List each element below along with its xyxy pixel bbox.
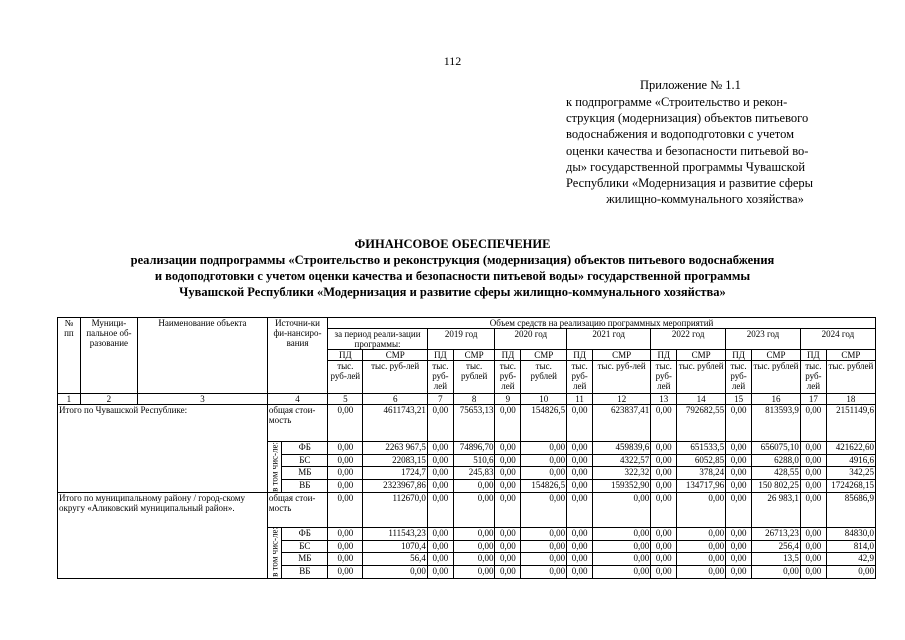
value-cell: 0,00 [726, 467, 752, 480]
source-code: ФБ [282, 527, 328, 540]
value-cell: 0,00 [328, 540, 363, 553]
header-year: 2019 год [427, 329, 495, 350]
value-cell: 0,00 [328, 454, 363, 467]
value-cell: 0,00 [800, 540, 826, 553]
col-number: 11 [567, 394, 593, 405]
source-code: ВБ [282, 480, 328, 493]
value-cell: 85686,9 [826, 492, 875, 527]
value-cell: 0,00 [651, 405, 677, 442]
source-total-label: общая стои-мость [267, 492, 327, 527]
header-pd: ПД [567, 350, 593, 361]
value-cell: 428,55 [752, 467, 801, 480]
appendix-line: к подпрограмме «Строительство и рекон- [566, 95, 788, 109]
value-cell: 154826,5 [521, 405, 567, 442]
header-smr: СМР [826, 350, 875, 361]
col-number: 3 [138, 394, 268, 405]
value-cell: 22083,15 [363, 454, 427, 467]
document-title: ФИНАНСОВОЕ ОБЕСПЕЧЕНИЕ [354, 237, 551, 251]
value-cell: 0,00 [521, 566, 567, 579]
value-cell: 510,6 [453, 454, 495, 467]
value-cell: 0,00 [427, 553, 453, 566]
value-cell: 651533,5 [677, 442, 726, 455]
header-year: 2023 год [726, 329, 801, 350]
value-cell: 0,00 [453, 566, 495, 579]
value-cell: 0,00 [651, 553, 677, 566]
value-cell: 0,00 [567, 405, 593, 442]
header-pd: ПД [328, 350, 363, 361]
group-label: Итого по муниципальному району / город-скому округу «Аликовский муниципальный район». [58, 492, 268, 578]
value-cell: 0,00 [593, 492, 651, 527]
value-cell: 0,00 [521, 527, 567, 540]
value-cell: 0,00 [651, 540, 677, 553]
value-cell: 0,00 [677, 527, 726, 540]
value-cell: 56,4 [363, 553, 427, 566]
value-cell: 0,00 [495, 442, 521, 455]
value-cell: 111543,23 [363, 527, 427, 540]
header-source: Источни-ки фи-нансиро-вания [267, 318, 327, 394]
value-cell: 0,00 [453, 480, 495, 493]
col-number: 10 [521, 394, 567, 405]
col-number: 14 [677, 394, 726, 405]
value-cell: 6288,0 [752, 454, 801, 467]
value-cell: 0,00 [800, 442, 826, 455]
header-pd: ПД [495, 350, 521, 361]
value-cell: 0,00 [453, 540, 495, 553]
value-cell: 0,00 [800, 480, 826, 493]
appendix-line: Республики «Модернизация и развитие сферы [566, 176, 814, 191]
value-cell: 0,00 [677, 540, 726, 553]
col-number: 8 [453, 394, 495, 405]
value-cell: 0,00 [567, 527, 593, 540]
value-cell: 0,00 [726, 405, 752, 442]
value-cell: 0,00 [495, 527, 521, 540]
col-number: 13 [651, 394, 677, 405]
value-cell: 2263 967,5 [363, 442, 427, 455]
unit-pd: тыс. руб-лей [726, 361, 752, 394]
unit-smr: тыс. руб-лей [593, 361, 651, 394]
header-year: 2022 год [651, 329, 726, 350]
unit-pd: тыс. руб-лей [651, 361, 677, 394]
appendix-text [566, 94, 844, 207]
value-cell: 245,83 [453, 467, 495, 480]
value-cell: 0,00 [427, 540, 453, 553]
value-cell: 0,00 [677, 566, 726, 579]
value-cell: 0,00 [800, 467, 826, 480]
value-cell: 4611743,21 [363, 405, 427, 442]
value-cell: 0,00 [800, 405, 826, 442]
value-cell: 159352,90 [593, 480, 651, 493]
value-cell: 0,00 [593, 553, 651, 566]
unit-pd: тыс. руб-лей [427, 361, 453, 394]
value-cell: 0,00 [495, 553, 521, 566]
value-cell: 0,00 [726, 540, 752, 553]
header-no: № пп [58, 318, 81, 394]
col-number: 15 [726, 394, 752, 405]
appendix-line: оценки качества и безопасности питьевой во- [566, 143, 809, 158]
value-cell: 0,00 [427, 492, 453, 527]
value-cell: 0,00 [328, 492, 363, 527]
value-cell: 0,00 [328, 553, 363, 566]
appendix-line: водоснабжения и водоподготовки с учетом [566, 127, 795, 142]
header-year: 2020 год [495, 329, 567, 350]
value-cell: 0,00 [726, 480, 752, 493]
value-cell: 0,00 [427, 480, 453, 493]
value-cell: 0,00 [521, 467, 567, 480]
value-cell: 459839,6 [593, 442, 651, 455]
value-cell: 0,00 [567, 553, 593, 566]
value-cell: 0,00 [427, 527, 453, 540]
value-cell: 0,00 [495, 405, 521, 442]
value-cell: 0,00 [567, 540, 593, 553]
group-label: Итого по Чувашской Республике: [58, 405, 268, 493]
value-cell: 814,0 [826, 540, 875, 553]
value-cell: 0,00 [521, 553, 567, 566]
unit-pd: тыс. руб-лей [567, 361, 593, 394]
header-smr: СМР [363, 350, 427, 361]
value-cell: 1724268,15 [826, 480, 875, 493]
value-cell: 0,00 [495, 566, 521, 579]
value-cell: 623837,41 [593, 405, 651, 442]
value-cell: 134717,96 [677, 480, 726, 493]
value-cell: 0,00 [328, 527, 363, 540]
value-cell: 0,00 [677, 492, 726, 527]
value-cell: 0,00 [521, 540, 567, 553]
value-cell: 0,00 [521, 492, 567, 527]
value-cell: 0,00 [495, 540, 521, 553]
value-cell: 0,00 [651, 480, 677, 493]
value-cell: 0,00 [567, 454, 593, 467]
value-cell: 0,00 [363, 566, 427, 579]
value-cell: 0,00 [726, 492, 752, 527]
appendix-heading: Приложение № 1.1 [640, 78, 741, 92]
unit-smr: тыс. рублей [453, 361, 495, 394]
value-cell: 813593,9 [752, 405, 801, 442]
value-cell: 4322,57 [593, 454, 651, 467]
value-cell: 0,00 [567, 480, 593, 493]
header-smr: СМР [677, 350, 726, 361]
value-cell: 0,00 [826, 566, 875, 579]
value-cell: 150 802,25 [752, 480, 801, 493]
value-cell: 0,00 [567, 442, 593, 455]
value-cell: 792682,55 [677, 405, 726, 442]
col-number: 17 [800, 394, 826, 405]
value-cell: 0,00 [567, 492, 593, 527]
header-pd: ПД [651, 350, 677, 361]
value-cell: 0,00 [567, 467, 593, 480]
value-cell: 0,00 [495, 454, 521, 467]
value-cell: 2151149,6 [826, 405, 875, 442]
value-cell: 0,00 [453, 553, 495, 566]
col-number: 2 [80, 394, 137, 405]
value-cell: 0,00 [651, 454, 677, 467]
value-cell: 42,9 [826, 553, 875, 566]
value-cell: 0,00 [800, 566, 826, 579]
value-cell: 0,00 [328, 442, 363, 455]
unit-smr: тыс. рублей [521, 361, 567, 394]
value-cell: 0,00 [427, 467, 453, 480]
source-code: БС [282, 540, 328, 553]
col-number: 6 [363, 394, 427, 405]
value-cell: 0,00 [651, 527, 677, 540]
value-cell: 0,00 [427, 566, 453, 579]
value-cell: 0,00 [328, 467, 363, 480]
col-number: 16 [752, 394, 801, 405]
unit-smr: тыс. рублей [677, 361, 726, 394]
header-smr: СМР [521, 350, 567, 361]
col-number: 4 [267, 394, 327, 405]
header-pd: ПД [427, 350, 453, 361]
header-year: 2021 год [567, 329, 651, 350]
value-cell: 0,00 [521, 454, 567, 467]
value-cell: 0,00 [427, 454, 453, 467]
value-cell: 256,4 [752, 540, 801, 553]
value-cell: 0,00 [651, 442, 677, 455]
value-cell: 656075,10 [752, 442, 801, 455]
header-smr: СМР [593, 350, 651, 361]
value-cell: 0,00 [328, 480, 363, 493]
source-code: МБ [282, 553, 328, 566]
col-number: 12 [593, 394, 651, 405]
value-cell: 13,5 [752, 553, 801, 566]
value-cell: 342,25 [826, 467, 875, 480]
value-cell: 26 983,1 [752, 492, 801, 527]
subtitle-line: реализации подпрограммы «Строительство и реконструкция (модернизация) объектов питьевого водоснабжения [130, 253, 775, 267]
value-cell: 26713,23 [752, 527, 801, 540]
header-volume: Объем средств на реализацию программных мероприятий [328, 318, 876, 329]
value-cell: 0,00 [427, 405, 453, 442]
header-smr: СМР [453, 350, 495, 361]
value-cell: 0,00 [427, 442, 453, 455]
appendix-line: струкция (модернизация) объектов питьевого [566, 111, 809, 126]
source-total-label: общая стои-мость [267, 405, 327, 442]
value-cell: 6052,85 [677, 454, 726, 467]
unit-smr: тыс. рублей [826, 361, 875, 394]
value-cell: 112670,0 [363, 492, 427, 527]
col-number: 7 [427, 394, 453, 405]
header-year: 2024 год [800, 329, 875, 350]
value-cell: 0,00 [521, 442, 567, 455]
value-cell: 0,00 [800, 454, 826, 467]
col-number: 18 [826, 394, 875, 405]
source-code: БС [282, 454, 328, 467]
value-cell: 0,00 [495, 467, 521, 480]
value-cell: 84830,0 [826, 527, 875, 540]
in-which-label: в том чис-ле: [267, 442, 282, 493]
value-cell: 0,00 [567, 566, 593, 579]
appendix-line: ды» государственной программы Чувашской [566, 159, 806, 174]
header-pd: ПД [726, 350, 752, 361]
source-code: ФБ [282, 442, 328, 455]
financing-table [57, 317, 876, 579]
header-pd: ПД [800, 350, 826, 361]
header-object: Наименование объекта [138, 318, 268, 394]
unit-pd: тыс. руб-лей [495, 361, 521, 394]
value-cell: 0,00 [453, 492, 495, 527]
appendix-line-last: жилищно-коммунального хозяйства» [606, 192, 804, 207]
value-cell: 0,00 [651, 467, 677, 480]
value-cell: 0,00 [495, 492, 521, 527]
value-cell: 0,00 [593, 527, 651, 540]
value-cell: 0,00 [800, 527, 826, 540]
value-cell: 0,00 [800, 492, 826, 527]
value-cell: 0,00 [800, 553, 826, 566]
value-cell: 0,00 [328, 405, 363, 442]
page-number: 112 [443, 54, 462, 68]
value-cell: 0,00 [752, 566, 801, 579]
source-code: ВБ [282, 566, 328, 579]
value-cell: 154826,5 [521, 480, 567, 493]
col-number: 9 [495, 394, 521, 405]
unit-pd: тыс. руб-лей [328, 361, 363, 394]
value-cell: 421622,60 [826, 442, 875, 455]
value-cell: 0,00 [495, 480, 521, 493]
value-cell: 322,32 [593, 467, 651, 480]
value-cell: 378,24 [677, 467, 726, 480]
value-cell: 0,00 [726, 527, 752, 540]
value-cell: 0,00 [593, 540, 651, 553]
value-cell: 0,00 [328, 566, 363, 579]
value-cell: 0,00 [593, 566, 651, 579]
source-code: МБ [282, 467, 328, 480]
value-cell: 74896,70 [453, 442, 495, 455]
value-cell: 0,00 [726, 454, 752, 467]
unit-pd: тыс. руб-лей [800, 361, 826, 394]
col-number: 5 [328, 394, 363, 405]
value-cell: 0,00 [677, 553, 726, 566]
in-which-label: в том чис-ле: [267, 527, 282, 578]
value-cell: 1724,7 [363, 467, 427, 480]
value-cell: 0,00 [651, 566, 677, 579]
value-cell: 0,00 [651, 492, 677, 527]
value-cell: 4916,6 [826, 454, 875, 467]
unit-smr: тыс. руб-лей [363, 361, 427, 394]
header-period-total: за период реали-зации программы: [328, 329, 428, 350]
col-number: 1 [58, 394, 81, 405]
value-cell: 0,00 [726, 442, 752, 455]
subtitle-line: и водоподготовки с учетом оценки качества и безопасности питьевой воды» государственной программы [154, 269, 751, 283]
value-cell: 1070,4 [363, 540, 427, 553]
header-smr: СМР [752, 350, 801, 361]
value-cell: 0,00 [726, 566, 752, 579]
header-municipality: Муници-пальное об-разование [80, 318, 137, 394]
unit-smr: тыс. рублей [752, 361, 801, 394]
value-cell: 0,00 [453, 527, 495, 540]
subtitle-line: Чувашской Республики «Модернизация и развитие сферы жилищно-коммунального хозяйства» [179, 285, 726, 299]
document-subtitle [60, 252, 845, 300]
value-cell: 75653,13 [453, 405, 495, 442]
value-cell: 0,00 [726, 553, 752, 566]
value-cell: 2323967,86 [363, 480, 427, 493]
